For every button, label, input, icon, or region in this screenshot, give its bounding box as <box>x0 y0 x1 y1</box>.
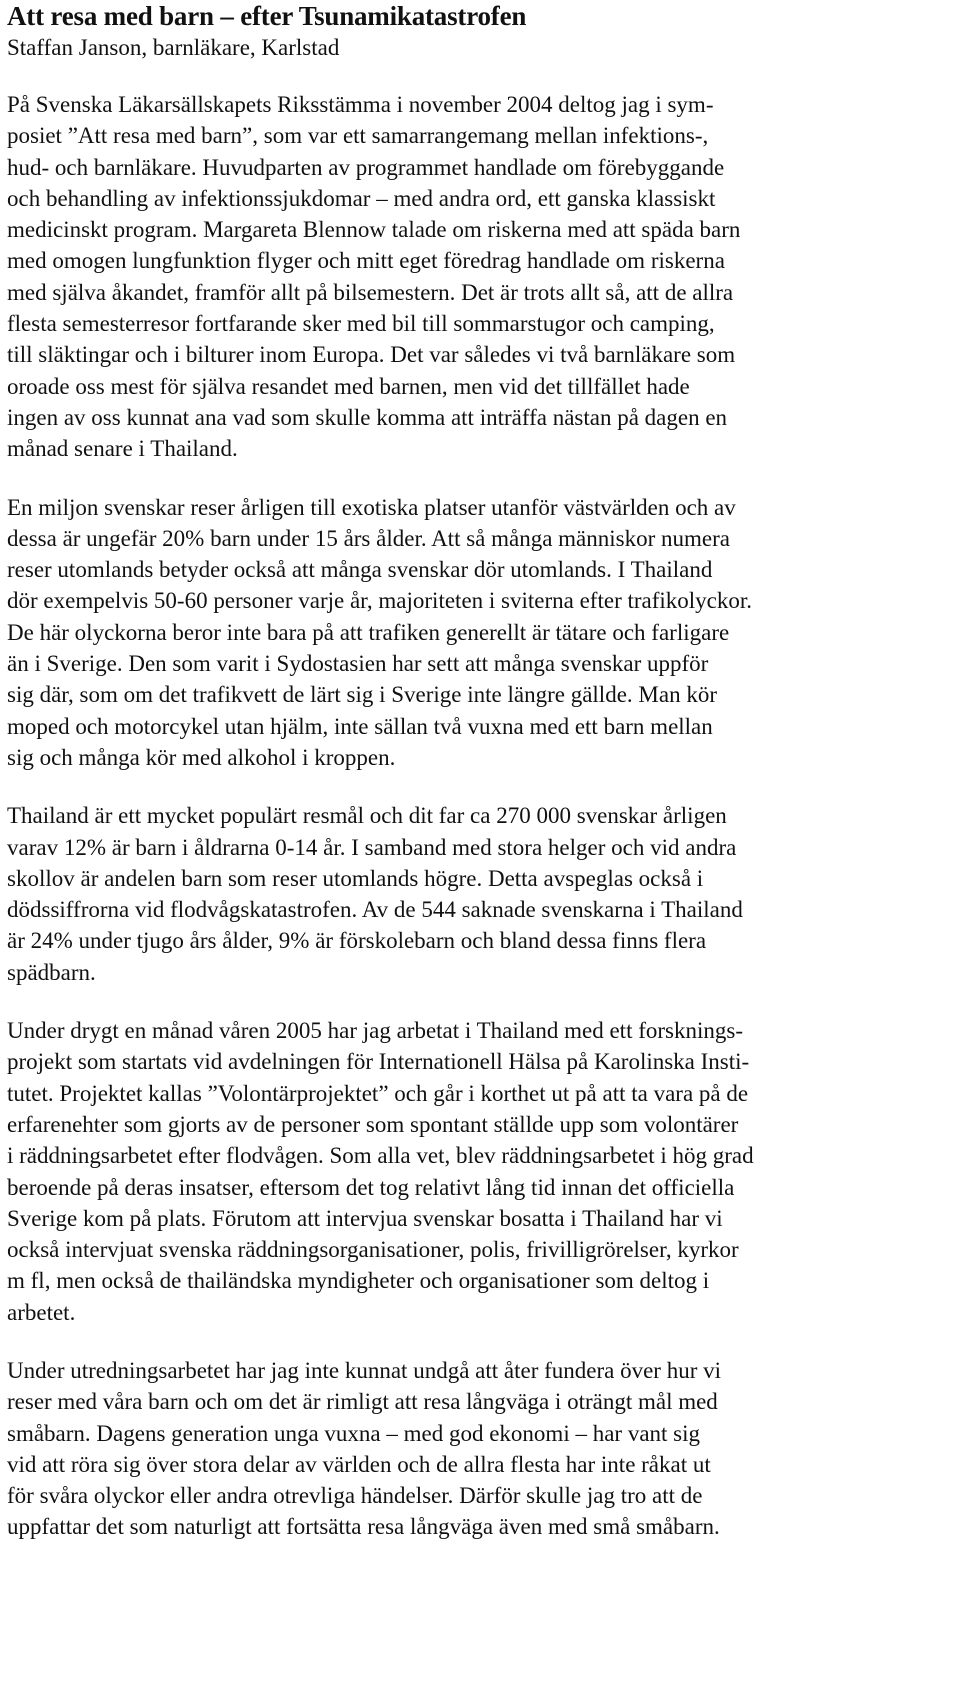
article-body <box>7 89 953 1543</box>
text-line: arbetet. <box>7 1299 76 1325</box>
text-line: På Svenska Läkarsällskapets Riksstämma i november 2004 deltog jag i sym- <box>7 92 714 117</box>
article-title: Att resa med barn – efter Tsunamikatastrofen <box>7 1 527 31</box>
text-line: En miljon svenskar reser årligen till exotiska platser utanför västvärlden och av <box>7 494 736 520</box>
text-line: ingen av oss kunnat ana vad som skulle komma att inträffa nästan på dagen en <box>7 404 728 430</box>
text-line: skollov är andelen barn som reser utomlands högre. Detta avspeglas också i <box>7 865 704 891</box>
text-line: än i Sverige. Den som varit i Sydostasien har sett att många svenskar uppför <box>7 651 709 677</box>
text-line: till släktingar och i bilturer inom Europa. Det var således vi två barnläkare som <box>7 342 736 368</box>
text-line: varav 12% är barn i åldrarna 0-14 år. I samband med stora helger och vid andra <box>7 834 737 860</box>
text-line: spädbarn. <box>7 959 96 985</box>
text-line: månad senare i Thailand. <box>7 436 238 462</box>
text-line: reser utomlands betyder också att många svenskar dör utomlands. I Thailand <box>7 557 713 583</box>
text-line: vid att röra sig över stora delar av världen och de allra flesta har inte råkat ut <box>7 1451 711 1477</box>
text-line: erfarenehter som gjorts av de personer som spontant ställde upp som volontärer <box>7 1111 739 1137</box>
text-line: dör exempelvis 50-60 personer varje år, majoriteten i sviterna efter trafikolyckor. <box>7 588 753 614</box>
text-line: medicinskt program. Margareta Blennow talade om riskerna med att späda barn <box>7 217 741 243</box>
paragraph <box>7 89 953 465</box>
text-line: dessa är ungefär 20% barn under 15 års ålder. Att så många människor numera <box>7 525 730 551</box>
text-line: m fl, men också de thailändska myndigheter och organisationer som deltog i <box>7 1268 710 1294</box>
text-line: är 24% under tjugo års ålder, 9% är förskolebarn och bland dessa finns flera <box>7 928 707 954</box>
text-line: moped och motorcykel utan hjälm, inte sällan två vuxna med ett barn mellan <box>7 713 713 739</box>
text-line: Sverige kom på plats. Förutom att intervjua svenskar bosatta i Thailand har vi <box>7 1205 723 1231</box>
text-line: Thailand är ett mycket populärt resmål och dit far ca 270 000 svenskar årligen <box>7 803 727 829</box>
text-line: sig där, som om det trafikvett de lärt sig i Sverige inte längre gällde. Man kör <box>7 682 717 708</box>
article-byline: Staffan Janson, barnläkare, Karlstad <box>7 35 340 60</box>
text-line: Under drygt en månad våren 2005 har jag arbetat i Thailand med ett forsknings- <box>7 1018 743 1044</box>
text-line: med själva åkandet, framför allt på bilsemestern. Det är trots allt så, att de allra <box>7 279 734 305</box>
text-line: hud- och barnläkare. Huvudparten av programmet handlade om förebyggande <box>7 154 725 180</box>
document-page <box>7 0 953 1543</box>
text-line: för svåra olyckor eller andra otrevliga händelser. Därför skulle jag tro att de <box>7 1483 703 1509</box>
text-line: och behandling av infektionssjukdomar – med andra ord, ett ganska klassiskt <box>7 185 716 211</box>
text-line: med omogen lungfunktion flyger och mitt eget föredrag handlade om riskerna <box>7 248 725 274</box>
paragraph <box>7 492 953 774</box>
text-line: dödssiffrorna vid flodvågskatastrofen. Av de 544 saknade svenskarna i Thailand <box>7 897 743 923</box>
paragraph <box>7 1355 953 1543</box>
text-line: Under utredningsarbetet har jag inte kunnat undgå att åter fundera över hur vi <box>7 1357 722 1383</box>
text-line: i räddningsarbetet efter flodvågen. Som alla vet, blev räddningsarbetet i hög grad <box>7 1143 754 1169</box>
text-line: oroade oss mest för själva resandet med barnen, men vid det tillfället hade <box>7 373 690 399</box>
paragraph <box>7 1015 953 1328</box>
text-line: reser med våra barn och om det är rimligt att resa långväga i oträngt mål med <box>7 1389 718 1415</box>
text-line: projekt som startats vid avdelningen för Internationell Hälsa på Karolinska Insti- <box>7 1049 750 1075</box>
text-line: posiet ”Att resa med barn”, som var ett samarrangemang mellan infektions-, <box>7 123 709 149</box>
paragraph <box>7 800 953 988</box>
text-line: tutet. Projektet kallas ”Volontärprojektet” och går i korthet ut på att ta vara på de <box>7 1080 749 1106</box>
text-line: flesta semesterresor fortfarande sker med bil till sommarstugor och camping, <box>7 311 715 337</box>
text-line: beroende på deras insatser, eftersom det tog relativt lång tid innan det officiella <box>7 1174 735 1200</box>
text-line: också intervjuat svenska räddningsorganisationer, polis, frivilligrörelser, kyrkor <box>7 1237 739 1263</box>
text-line: småbarn. Dagens generation unga vuxna – med god ekonomi – har vant sig <box>7 1420 701 1446</box>
text-line: sig och många kör med alkohol i kroppen. <box>7 744 396 770</box>
text-line: uppfattar det som naturligt att fortsätta resa långväga även med små småbarn. <box>7 1514 720 1540</box>
text-line: De här olyckorna beror inte bara på att trafiken generellt är tätare och farligare <box>7 619 730 645</box>
